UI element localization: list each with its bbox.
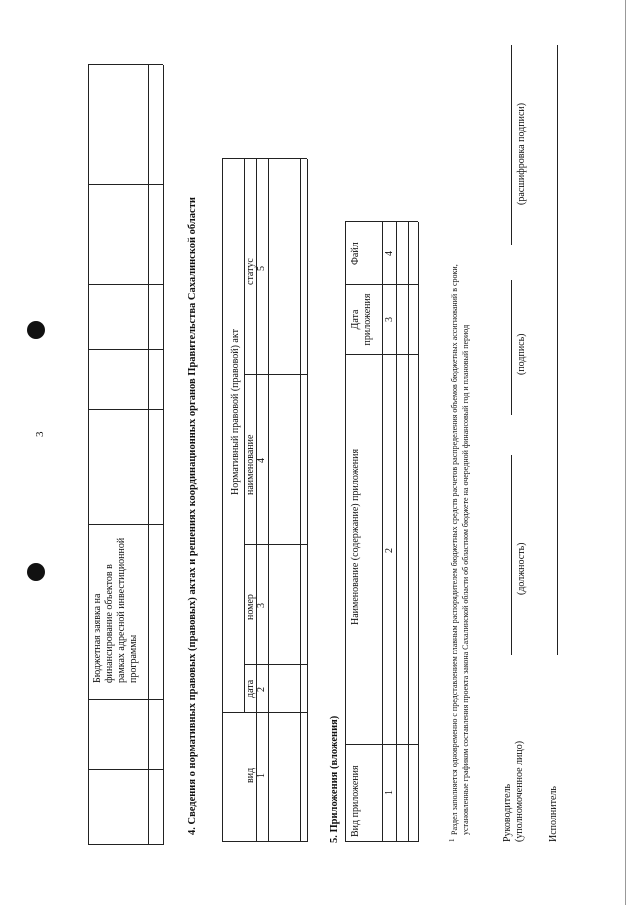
normative-act-header: Нормативный правовой (правовой) акт xyxy=(230,329,241,495)
col-type: вид xyxy=(245,767,256,783)
head-label-2: (уполномоченное лицо) xyxy=(514,740,525,842)
col-status: статус xyxy=(245,258,256,285)
col-number: номер xyxy=(245,594,256,620)
head-label-1: Руководитель xyxy=(502,783,513,842)
col-date: дата xyxy=(245,679,256,698)
s5-colnum-2: 2 xyxy=(384,548,395,553)
scan-edge-line xyxy=(625,0,626,905)
s5-colnum-1: 1 xyxy=(384,790,395,795)
section5-title: 5. Приложения (вложения) xyxy=(329,715,340,843)
col-attachment-name: Наименование (содержание) приложения xyxy=(350,448,361,625)
col-attachment-date: Дата приложения xyxy=(350,293,373,346)
colnum-2: 2 xyxy=(256,687,267,692)
executor-label: Исполнитель xyxy=(548,786,559,842)
decoding-caption: (расшифровка подписи) xyxy=(516,102,527,205)
page-number: 3 xyxy=(34,431,46,437)
colnum-5: 5 xyxy=(256,266,267,271)
signature-caption: (подпись) xyxy=(516,333,527,375)
position-caption: (должность) xyxy=(516,542,527,595)
punch-hole-top xyxy=(27,321,45,339)
col-name: наименование xyxy=(245,434,256,495)
s5-colnum-3: 3 xyxy=(384,317,395,322)
section4-title: 4. Сведения о нормативных правовых (правовых) актах и решениях координационных органов Правительства Сахалинской области xyxy=(187,197,198,835)
s5-colnum-4: 4 xyxy=(384,251,395,256)
punch-hole-bottom xyxy=(27,563,45,581)
footnote-line-1: Раздел заполняется одновременно с представлением главным распорядителем бюджетных средств расчетов распределения объемов бюджетных ассигнований в сроки, xyxy=(450,264,459,835)
col-attachment-type: Вид приложения xyxy=(350,765,361,837)
budget-request-label: Бюджетная заявка на финансирование объектов в рамках адресной инвестиционной программы xyxy=(92,537,139,683)
footnote-line-2: установленные графиком составления проекта закона Сахалинской области об областном бюджете на очередной финансовый год и плановый период xyxy=(461,324,470,835)
col-file: Файл xyxy=(350,242,361,265)
colnum-1: 1 xyxy=(256,773,267,778)
colnum-4: 4 xyxy=(256,458,267,463)
colnum-3: 3 xyxy=(256,603,267,608)
footnote-mark: 1 xyxy=(448,838,456,842)
